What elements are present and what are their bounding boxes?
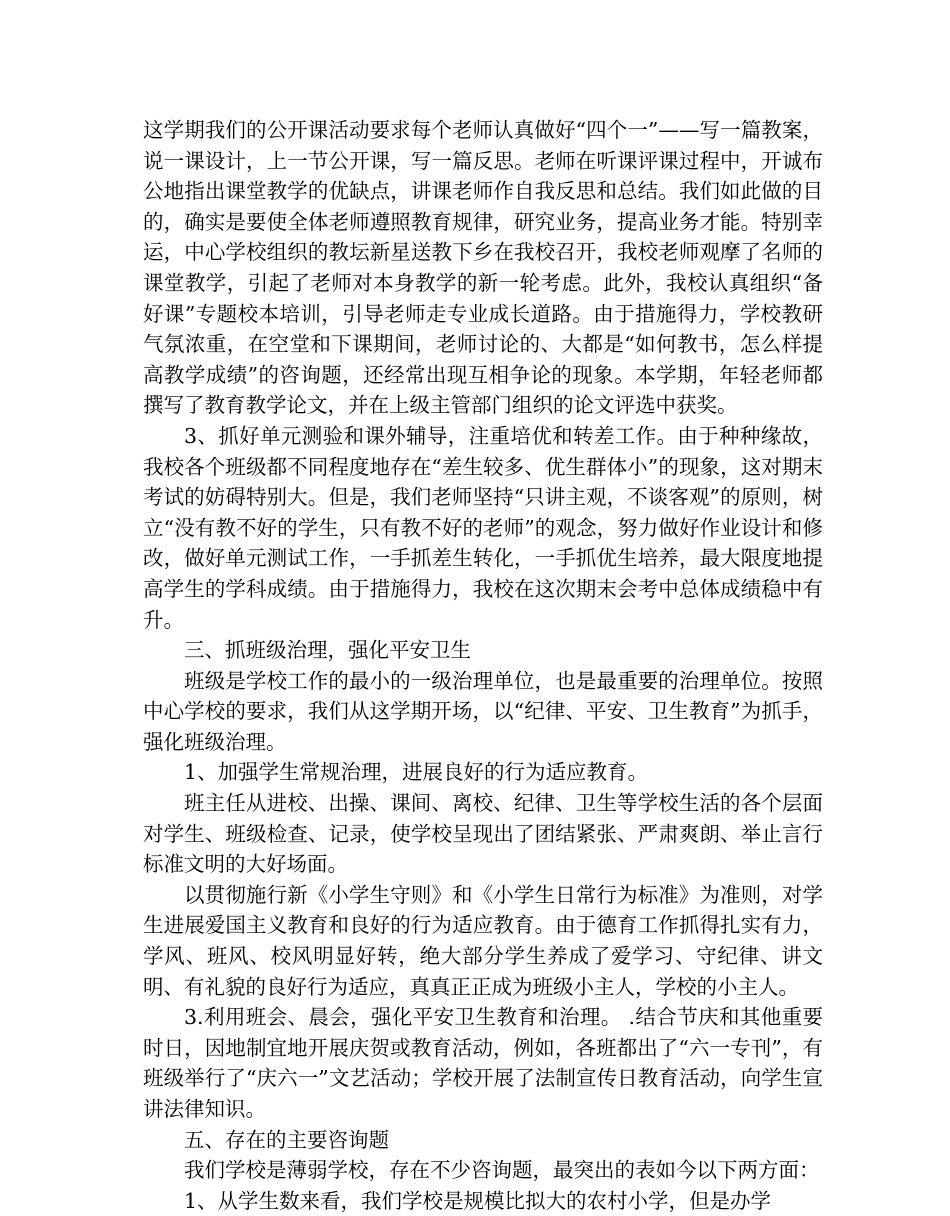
section-heading-3: 三、抓班级治理，强化平安卫生 bbox=[184, 638, 471, 663]
paragraph-1: 这学期我们的公开课活动要求每个老师认真做好“四个一”——写一篇教案，说一课设计，上一节公开课，写一篇反思。老师在听课评课过程中，开诚布公地指出课堂教学的优缺点，讲课老师作自我反思和总结。我们如此做的目的，确实是要使全体老师遵照教育规律，研究业务，提高业务才能。特别幸运，中心学校组织的教坛新星送教下乡在我校召开，我校老师观摩了名师的课堂教学，引起了老师对本身教学的新一轮考虑。此外，我校认真组织“备好课”专题校本培训，引导老师走专业成长道路。由于措施得力，学校教研气氛浓重，在空堂和下课期间，老师讨论的、大都是“如何教书，怎么样提高教学成绩”的咨询题，还经常出现互相争论的现象。本学期，年轻老师都撰写了教育教学论文，并在上级主管部门组织的论文评选中获奖。 bbox=[143, 118, 823, 418]
paragraph-11: 1、从学生数来看，我们学校是规模比拟大的农村小学，但是办学 bbox=[184, 1188, 772, 1213]
paragraph-7: 以贯彻施行新《小学生守则》和《小学生日常行为标准》为准则，对学生进展爱国主义教育和良好的行为适应教育。由于德育工作抓得扎实有力，学风、班风、校风明显好转，绝大部分学生养成了爱学习、守纪律、讲文明、有礼貌的良好行为适应，真真正正成为班级小主人，学校的小主人。 bbox=[143, 882, 823, 999]
document-body bbox=[143, 115, 823, 1216]
paragraph-2: 3、抓好单元测验和课外辅导，注重培优和转差工作。由于种种缘故，我校各个班级都不同程度地存在“差生较多、优生群体小”的现象，这对期末考试的妨碍特别大。但是，我们老师坚持“只讲主观，不谈客观”的原则，树立“没有教不好的学生，只有教不好的老师”的观念，努力做好作业设计和修改，做好单元测试工作，一手抓差生转化，一手抓优生培养，最大限度地提高学生的学科成绩。由于措施得力，我校在这次期末会考中总体成绩稳中有升。 bbox=[143, 423, 823, 632]
paragraph-8: 3.利用班会、晨会，强化平安卫生教育和治理。 .结合节庆和其他重要时日，因地制宜地开展庆贺或教育活动，例如，各班都出了“六一专刊”，有班级举行了“庆六一”文艺活动；学校开展了法制宣传日教育活动，向学生宣讲法律知识。 bbox=[143, 1005, 823, 1121]
paragraph-6: 班主任从进校、出操、课间、离校、纪律、卫生等学校生活的各个层面对学生、班级检查、记录，使学校呈现出了团结紧张、严肃爽朗、举止言行标准文明的大好场面。 bbox=[143, 791, 823, 877]
section-heading-5: 五、存在的主要咨询题 bbox=[184, 1127, 389, 1152]
paragraph-5: 1、加强学生常规治理，进展良好的行为适应教育。 bbox=[184, 760, 649, 785]
paragraph-4: 班级是学校工作的最小的一级治理单位，也是最重要的治理单位。按照中心学校的要求，我们从这学期开场，以“纪律、平安、卫生教育”为抓手，强化班级治理。 bbox=[143, 668, 823, 754]
paragraph-10: 我们学校是薄弱学校，存在不少咨询题，最突出的表如今以下两方面： bbox=[184, 1158, 820, 1183]
